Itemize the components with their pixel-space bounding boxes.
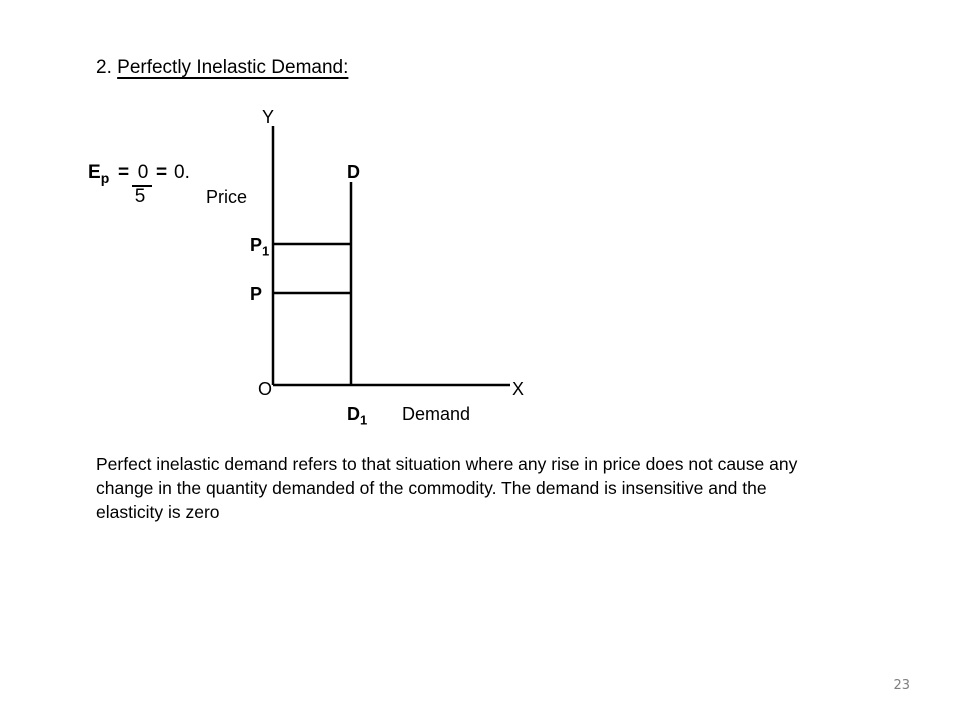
- price-axis-title: Price: [206, 187, 248, 207]
- formula-equals-2: =: [156, 162, 168, 183]
- price-label-p1: $P_1$: [250, 235, 270, 259]
- description-paragraph: Perfect inelastic demand refers to that situation where any rise in price does not cause any change in the quantity demanded of the commodity. The demand is insensitive and the elasticity is zero: [96, 454, 798, 522]
- heading-title: Perfectly Inelastic Demand:: [117, 57, 349, 78]
- x-axis-label: X: [512, 379, 525, 399]
- price-label-p1-subscript: 1: [262, 243, 270, 259]
- price-label-p: P: [250, 284, 263, 304]
- origin-label: O: [258, 379, 273, 399]
- formula-equals-1: =: [118, 162, 130, 183]
- demand-curve-bottom-subscript: 1: [360, 412, 368, 428]
- heading-number: 2.: [96, 57, 112, 78]
- formula-numerator: 0: [137, 162, 149, 183]
- formula-denominator: 5: [134, 186, 146, 207]
- slide-number: 23: [893, 678, 910, 693]
- formula-lhs-subscript: p: [100, 169, 110, 186]
- demand-axis-title: Demand: [402, 404, 471, 424]
- formula-result: 0.: [174, 162, 190, 183]
- formula-lhs: $E_p$: [88, 162, 110, 186]
- y-axis-label: Y: [262, 107, 275, 127]
- demand-curve-bottom-label: $D_1$: [347, 404, 368, 428]
- demand-curve-top-label: D: [347, 162, 360, 182]
